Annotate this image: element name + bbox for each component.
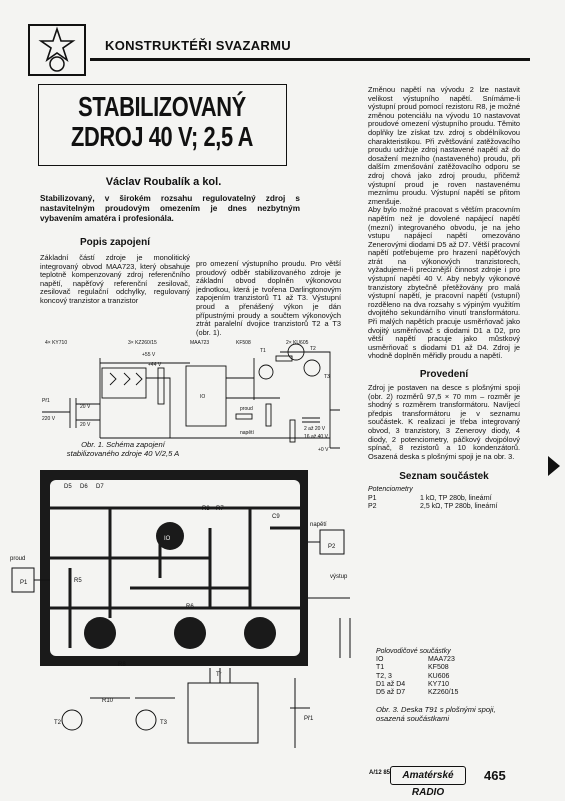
board-label: Př1 bbox=[304, 716, 314, 722]
semis-heading: Polovodičové součástky bbox=[376, 648, 451, 655]
left-column bbox=[40, 237, 190, 306]
paragraph-popis-b: pro omezení výstupního proudu. Pro větší proudový odběr stabilizovaného zdroje je základní obvod doplněn výkonovou jednotkou, která je tvořena Darlingtonovým zapojením tranzistorů T1 až T3. Výstupní proud a přenášený výkon je dán přípustnými proudy a součtem výkonových ztrát paralelní dvojice tranzistorů T2 a T3 (obr. 1). bbox=[196, 259, 341, 337]
article-lead: Stabilizovaný, v širokém rozsahu regulovatelný zdroj s nastavitelným proudovým omezením je dnes nezbytným vybavením amatéra i profesionála. bbox=[40, 194, 300, 223]
schematic-label: 16 až 40 V bbox=[304, 434, 328, 440]
right-column bbox=[368, 86, 520, 511]
schematic-label: 3× KZ260/15 bbox=[128, 340, 157, 346]
list-item: IO MAA723 bbox=[376, 656, 455, 664]
board-label: D6 bbox=[80, 484, 88, 490]
board-label: R10 bbox=[102, 698, 114, 704]
schematic-label: +0 V bbox=[318, 447, 329, 453]
figure-3-caption: Obr. 3. Deska T91 s plošnými spoji, osazená součástkami bbox=[376, 705, 496, 723]
list-item: T2, 3 KU606 bbox=[376, 672, 450, 680]
schematic-label: proud bbox=[240, 406, 253, 412]
issue-number: A/12 85 bbox=[369, 770, 391, 776]
parts-list bbox=[368, 486, 520, 511]
title-line-1: STABILIZOVANÝ bbox=[78, 91, 246, 122]
section-heading-seznam: Seznam součástek bbox=[399, 471, 489, 483]
article-author: Václav Roubalík a kol. bbox=[105, 176, 222, 188]
board-label: R3 bbox=[202, 506, 210, 512]
schematic-label: T1 bbox=[260, 348, 266, 354]
schematic-label: KF508 bbox=[236, 340, 251, 346]
board-label: R8 bbox=[118, 662, 126, 668]
title-line-2: ZDROJ 40 V; 2,5 A bbox=[71, 121, 253, 152]
svazarm-logo bbox=[28, 24, 86, 76]
continue-arrow-icon bbox=[548, 456, 560, 476]
schematic-label: 20 V bbox=[80, 404, 91, 410]
board-label: Tr bbox=[216, 672, 222, 678]
schematic-figure-1 bbox=[40, 338, 345, 453]
schematic-label: 2 až 20 V bbox=[304, 426, 326, 432]
schematic-label: 2× KU605 bbox=[286, 340, 309, 346]
board-label: R7 bbox=[216, 506, 224, 512]
magazine-brand: Amatérské RADIO bbox=[390, 766, 466, 785]
board-label: P2 bbox=[328, 544, 336, 550]
figure-1-caption: Obr. 1. Schéma zapojení stabilizovaného zdroje 40 V/2,5 A bbox=[66, 440, 180, 458]
paragraph-popis-a: Základní částí zdroje je monolitický integrovaný obvod MAA723, který obsahuje teplotně kompenzovaný zdroj referenčního napětí, napěťový referenční zesilovač, zesilovač regulační odchylky, regulovaný koncový tranzistor a tranzistor bbox=[40, 253, 190, 305]
board-label: T2 bbox=[54, 720, 62, 726]
svazarm-star-emblem-icon bbox=[28, 24, 86, 76]
board-label: T3 bbox=[160, 720, 168, 726]
schematic-label: 220 V bbox=[42, 416, 56, 422]
article-title bbox=[70, 92, 254, 152]
list-item: D5 až D7 KZ260/15 bbox=[376, 689, 459, 697]
schematic-label: T2 bbox=[310, 346, 316, 352]
board-label: IO bbox=[164, 536, 171, 542]
list-item: D1 až D4 KY710 bbox=[376, 680, 450, 688]
board-label: R5 bbox=[74, 578, 82, 584]
board-label: C9 bbox=[272, 514, 280, 520]
section-heading-popis: Popis zapojení bbox=[79, 237, 150, 248]
schematic-label: napětí bbox=[240, 430, 254, 436]
schematic-label: +44 V bbox=[148, 362, 162, 368]
schematic-label: 20 V bbox=[80, 422, 91, 428]
board-label: R6 bbox=[186, 604, 194, 610]
semiconductor-list bbox=[376, 648, 526, 697]
board-label: proud bbox=[10, 556, 26, 562]
schematic-label: T3 bbox=[324, 374, 330, 380]
board-label: P1 bbox=[20, 580, 28, 586]
parts-heading: Potenciometry bbox=[368, 486, 413, 494]
schematic-label: 4× KY710 bbox=[45, 340, 68, 346]
schematic-label: IO bbox=[200, 394, 206, 400]
board-label: výstup bbox=[330, 574, 348, 580]
list-item: T1 KF508 bbox=[376, 664, 449, 672]
section-heading-provedeni: Provedení bbox=[419, 369, 469, 380]
pcb-board-figure bbox=[10, 468, 365, 768]
schematic-label: +55 V bbox=[142, 352, 156, 358]
board-label: napětí bbox=[310, 522, 327, 528]
schematic-label: Př1 bbox=[42, 398, 50, 404]
list-item: P1 1 kΩ, TP 280b, lineární bbox=[368, 494, 492, 502]
list-item: P2 2,5 kΩ, TP 280b, lineární bbox=[368, 502, 498, 510]
board-label: D5 bbox=[64, 484, 72, 490]
schematic-label: MAA723 bbox=[190, 340, 210, 346]
board-label: D7 bbox=[96, 484, 104, 490]
page-number: 465 bbox=[484, 768, 506, 783]
middle-column bbox=[196, 260, 341, 337]
paragraph-right: Změnou napětí na vývodu 2 lze nastavit velikost výstupního napětí. Snímáme-li výstupní proud pomocí rezistoru R8, je možné změnou potenciálu na vývodu 10 nastavovat proudové omezení výstupního proudu. Těmito doplňky lze získat tzv. zdroj s obdélníkovou charakteristikou. Při zvětšování zatěžovacího proudu udržuje zdroj nastavené napětí až do dosažení mezního (nastaveného) proudu, při dalším zmenšování zatěžovacího odporu se zdroj chová jako zdroj proudu, přičemž výstupní proud je roven nastavenému meznímu proudu. Výstupní napětí se přitom zmenšuje. Aby bylo možné pracovat s větším pracovním napětím než je dovolené napájecí napětí (mezní) integrovaného obvodu, je na jeho vstupu napájecí napětí omezováno Zenerovými diodami D5 až D7. Větší pracovní napětí potřebujeme pro hrazení napěťových ztrát na výkonových tranzistorech, vyžadujeme-li preciznější činnost zdroje i pro výstupní napětí 40 V. Aby nebyly výkonové tranzistory zbytečně přetěžovány pro malá výstupní napětí, je pracovní napětí (vstupní) rozděleno na dva rozsahy s výpiným využitím dvojitého sekundárního vinutí transformátoru. Při malých napětích pracuje usměrňovač jako dvojitý usměrňovač s diodami D1 a D2, pro větší napětí pracuje jako můstkový usměrňovač s diodami D1 až D4. Zdroj je vhodně doplněn měřidly proudu a napětí. bbox=[368, 85, 520, 361]
section-header: KONSTRUKTÉŘI SVAZARMU bbox=[105, 38, 291, 53]
header-rule bbox=[90, 58, 530, 61]
paragraph-provedeni: Zdroj je postaven na desce s plošnými spoji (obr. 2) rozměrů 97,5 × 70 mm – rozměr je shodný s rozměrem transformátoru. Navíjecí předpis transformátoru je v seznamu součástek. K realizaci je třeba integrovaný obvod, 3 tranzistory, 3 Zenerovy diody, 4 diody, 2 potenciometry, páčkový dvojpólový spínač, 8 rezistorů a 10 kondenzátorů. Osazená deska s plošnými spoji je na obr. 3. bbox=[368, 383, 520, 461]
